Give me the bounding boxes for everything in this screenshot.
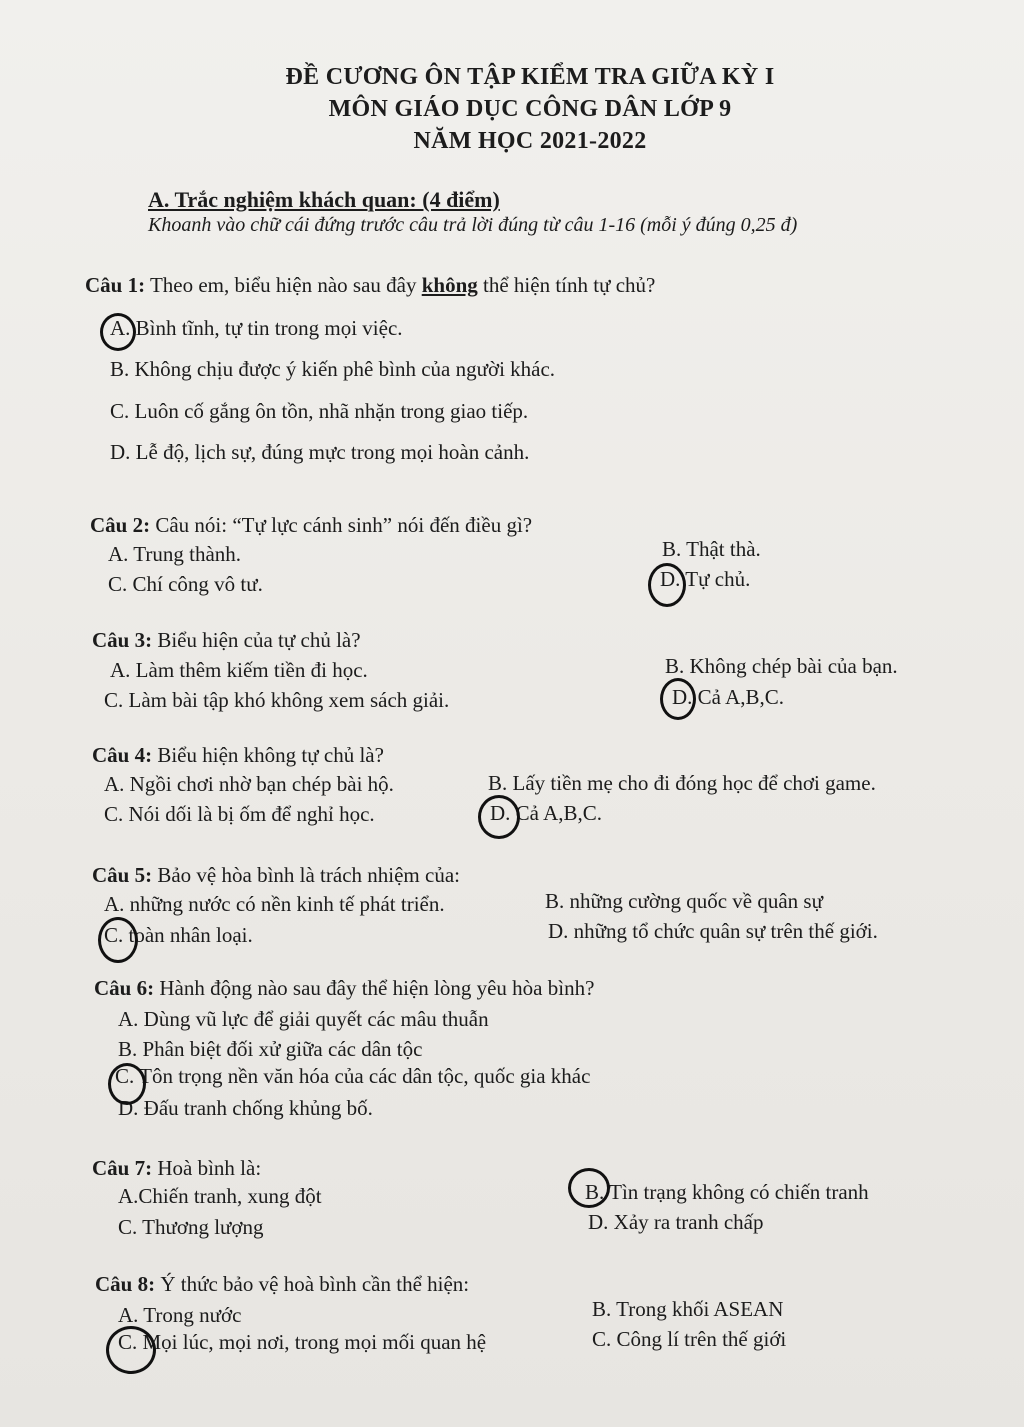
answer-circle-mark <box>106 1326 156 1374</box>
q5-option-b[interactable]: B. những cường quốc về quân sự <box>545 889 823 913</box>
question-5 <box>92 863 460 888</box>
q2-option-d[interactable]: D. Tự chủ. <box>660 567 751 591</box>
q4-option-a[interactable]: A. Ngồi chơi nhờ bạn chép bài hộ. <box>104 772 394 796</box>
question-1-label: Câu 1: <box>85 273 146 297</box>
q1-option-a[interactable]: A. Bình tĩnh, tự tin trong mọi việc. <box>110 316 403 340</box>
question-8-text: Ý thức bảo vệ hoà bình cần thể hiện: <box>155 1272 470 1296</box>
section-title: A. Trắc nghiệm khách quan: (4 điểm) <box>148 187 500 212</box>
answer-circle-mark <box>108 1063 146 1105</box>
q3-option-b[interactable]: B. Không chép bài của bạn. <box>665 654 898 678</box>
question-5-label: Câu 5: <box>92 863 153 887</box>
question-2-label: Câu 2: <box>90 513 151 537</box>
q5-option-d[interactable]: D. những tổ chức quân sự trên thế giới. <box>548 919 878 943</box>
answer-circle-mark <box>98 917 138 963</box>
question-8 <box>95 1272 469 1297</box>
question-6 <box>94 976 594 1001</box>
question-2-text: Câu nói: “Tự lực cánh sinh” nói đến điều gì? <box>150 513 533 537</box>
q6-option-d[interactable]: D. Đấu tranh chống khủng bố. <box>118 1096 373 1120</box>
q3-option-c[interactable]: C. Làm bài tập khó không xem sách giải. <box>104 688 450 712</box>
q8-option-c[interactable]: C. Mọi lúc, mọi nơi, trong mọi mối quan hệ <box>118 1330 487 1354</box>
q2-option-a[interactable]: A. Trung thành. <box>108 542 242 566</box>
q7-option-c[interactable]: C. Thương lượng <box>118 1215 264 1239</box>
question-4-label: Câu 4: <box>92 743 153 767</box>
q6-option-a[interactable]: A. Dùng vũ lực để giải quyết các mâu thuẫn <box>118 1007 489 1031</box>
q4-option-b[interactable]: B. Lấy tiền mẹ cho đi đóng học để chơi game. <box>488 771 876 795</box>
q6-option-b[interactable]: B. Phân biệt đối xử giữa các dân tộc <box>118 1037 423 1061</box>
q7-option-a[interactable]: A.Chiến tranh, xung đột <box>118 1184 322 1208</box>
q7-option-b[interactable]: B. Tìn trạng không có chiến tranh <box>585 1180 869 1204</box>
q3-option-a[interactable]: A. Làm thêm kiếm tiền đi học. <box>110 658 368 682</box>
question-7-label: Câu 7: <box>92 1156 153 1180</box>
question-6-label: Câu 6: <box>94 976 155 1000</box>
section-instruction: Khoanh vào chữ cái đứng trước câu trả lời đúng từ câu 1-16 (mỗi ý đúng 0,25 đ) <box>148 214 798 236</box>
question-3-text: Biểu hiện của tự chủ là? <box>152 628 361 652</box>
q6-option-c[interactable]: C. Tôn trọng nền văn hóa của các dân tộc, quốc gia khác <box>115 1064 591 1088</box>
q2-option-b[interactable]: B. Thật thà. <box>662 537 761 561</box>
q3-option-d[interactable]: D. Cả A,B,C. <box>672 685 785 709</box>
answer-circle-mark <box>478 795 520 839</box>
answer-circle-mark <box>660 678 696 720</box>
answer-circle-mark <box>648 563 686 607</box>
q8-option-d[interactable]: C. Công lí trên thế giới <box>592 1327 787 1351</box>
question-3 <box>92 628 361 653</box>
question-1-text-end: thể hiện tính tự chủ? <box>477 273 656 297</box>
q5-option-a[interactable]: A. những nước có nền kinh tế phát triển. <box>104 892 445 916</box>
question-7 <box>92 1156 261 1181</box>
q8-option-a[interactable]: A. Trong nước <box>118 1303 242 1327</box>
question-1-text: Theo em, biểu hiện nào sau đây <box>145 273 422 297</box>
question-7-text: Hoà bình là: <box>152 1156 262 1180</box>
question-3-label: Câu 3: <box>92 628 153 652</box>
question-4-text: Biểu hiện không tự chủ là? <box>152 743 384 767</box>
q4-option-d[interactable]: D. Cả A,B,C. <box>490 801 603 825</box>
header-line-1: ĐỀ CƯƠNG ÔN TẬP KIỂM TRA GIỮA KỲ I <box>285 64 775 90</box>
q2-option-c[interactable]: C. Chí công vô tư. <box>108 572 263 596</box>
q1-option-c[interactable]: C. Luôn cố gắng ôn tồn, nhã nhặn trong giao tiếp. <box>110 399 529 423</box>
q7-option-d[interactable]: D. Xảy ra tranh chấp <box>588 1210 764 1234</box>
question-6-text: Hành động nào sau đây thể hiện lòng yêu hòa bình? <box>154 976 595 1000</box>
question-2 <box>90 513 532 538</box>
answer-circle-mark <box>568 1168 610 1208</box>
question-5-text: Bảo vệ hòa bình là trách nhiệm của: <box>152 863 460 887</box>
question-4 <box>92 743 384 768</box>
q8-option-b[interactable]: B. Trong khối ASEAN <box>592 1297 784 1321</box>
header-line-2: MÔN GIÁO DỤC CÔNG DÂN LỚP 9 <box>328 96 732 122</box>
q1-option-b[interactable]: B. Không chịu được ý kiến phê bình của người khác. <box>110 357 556 381</box>
question-1-emphasis: không <box>421 273 478 297</box>
q5-option-c[interactable]: C. toàn nhân loại. <box>104 923 253 947</box>
q1-option-d[interactable]: D. Lễ độ, lịch sự, đúng mực trong mọi hoàn cảnh. <box>110 440 530 464</box>
answer-circle-mark <box>100 313 136 351</box>
question-1 <box>85 273 655 298</box>
question-8-label: Câu 8: <box>95 1272 156 1296</box>
q4-option-c[interactable]: C. Nói dối là bị ốm để nghỉ học. <box>104 802 375 826</box>
header-line-3: NĂM HỌC 2021-2022 <box>413 128 647 154</box>
